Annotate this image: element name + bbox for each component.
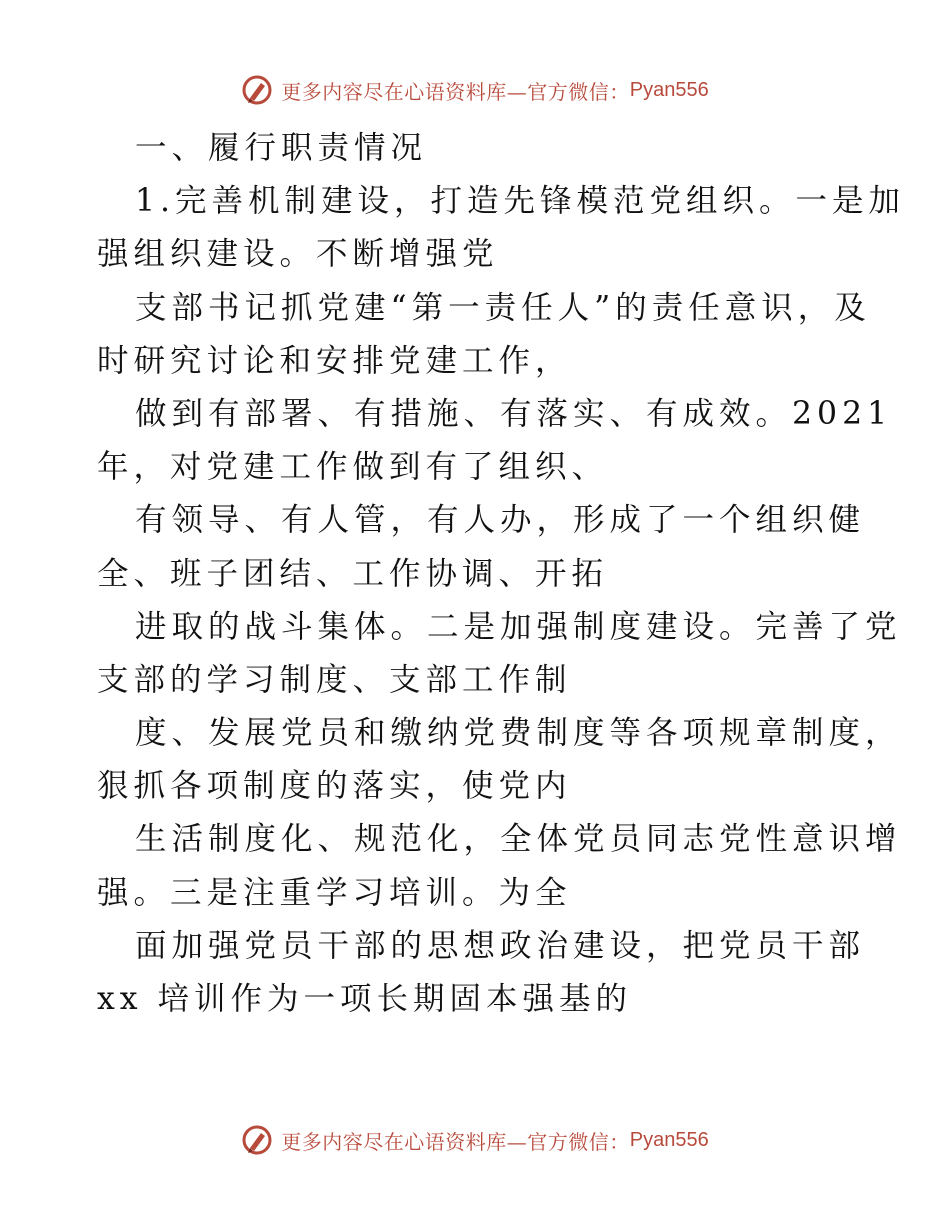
text-line: 全、班子团结、工作协调、开拓 [97,555,609,592]
text-line: 狠抓各项制度的落实，使党内 [97,768,572,805]
text-line: 强组织建设。不断增强党 [97,236,499,273]
text-line: xx 培训作为一项长期固本强基的 [97,981,633,1017]
section-heading: 一、履行职责情况 [135,130,428,166]
text-line: 时研究讨论和安排党建工作， [97,342,572,379]
text-line: 年，对党建工作做到有了组织、 [97,449,609,486]
footer-watermark [0,1120,950,1160]
text-line: 进取的战斗集体。二是加强制度建设。完善了党 [135,608,902,645]
watermark-text: 更多内容尽在心语资料库—官方微信： [281,1129,630,1154]
text-line: 面加强党员干部的思想政治建设，把党员干部 [135,927,866,964]
pen-logo-icon [241,74,273,106]
text-line: 强。三是注重学习培训。为全 [97,874,572,911]
text-line: 做到有部署、有措施、有落实、有成效。2021 [135,395,893,432]
document-body [97,122,906,1026]
watermark-wechat-id: Pyan556 [629,1128,709,1151]
pen-logo-icon [241,1124,273,1156]
text-line: 支部的学习制度、支部工作制 [97,661,572,698]
header-watermark [0,70,950,110]
text-line: 有领导、有人管，有人办，形成了一个组织健 [135,502,866,539]
watermark-text: 更多内容尽在心语资料库—官方微信： [281,79,630,104]
text-line: 生活制度化、规范化，全体党员同志党性意识增 [135,821,902,858]
text-line: 支部书记抓党建“第一责任人”的责任意识，及 [135,289,871,326]
text-line: 度、发展党员和缴纳党费制度等各项规章制度， [135,715,902,752]
text-line: 1.完善机制建设，打造先锋模范党组织。一是加 [135,183,906,220]
watermark-wechat-id: Pyan556 [629,78,709,101]
